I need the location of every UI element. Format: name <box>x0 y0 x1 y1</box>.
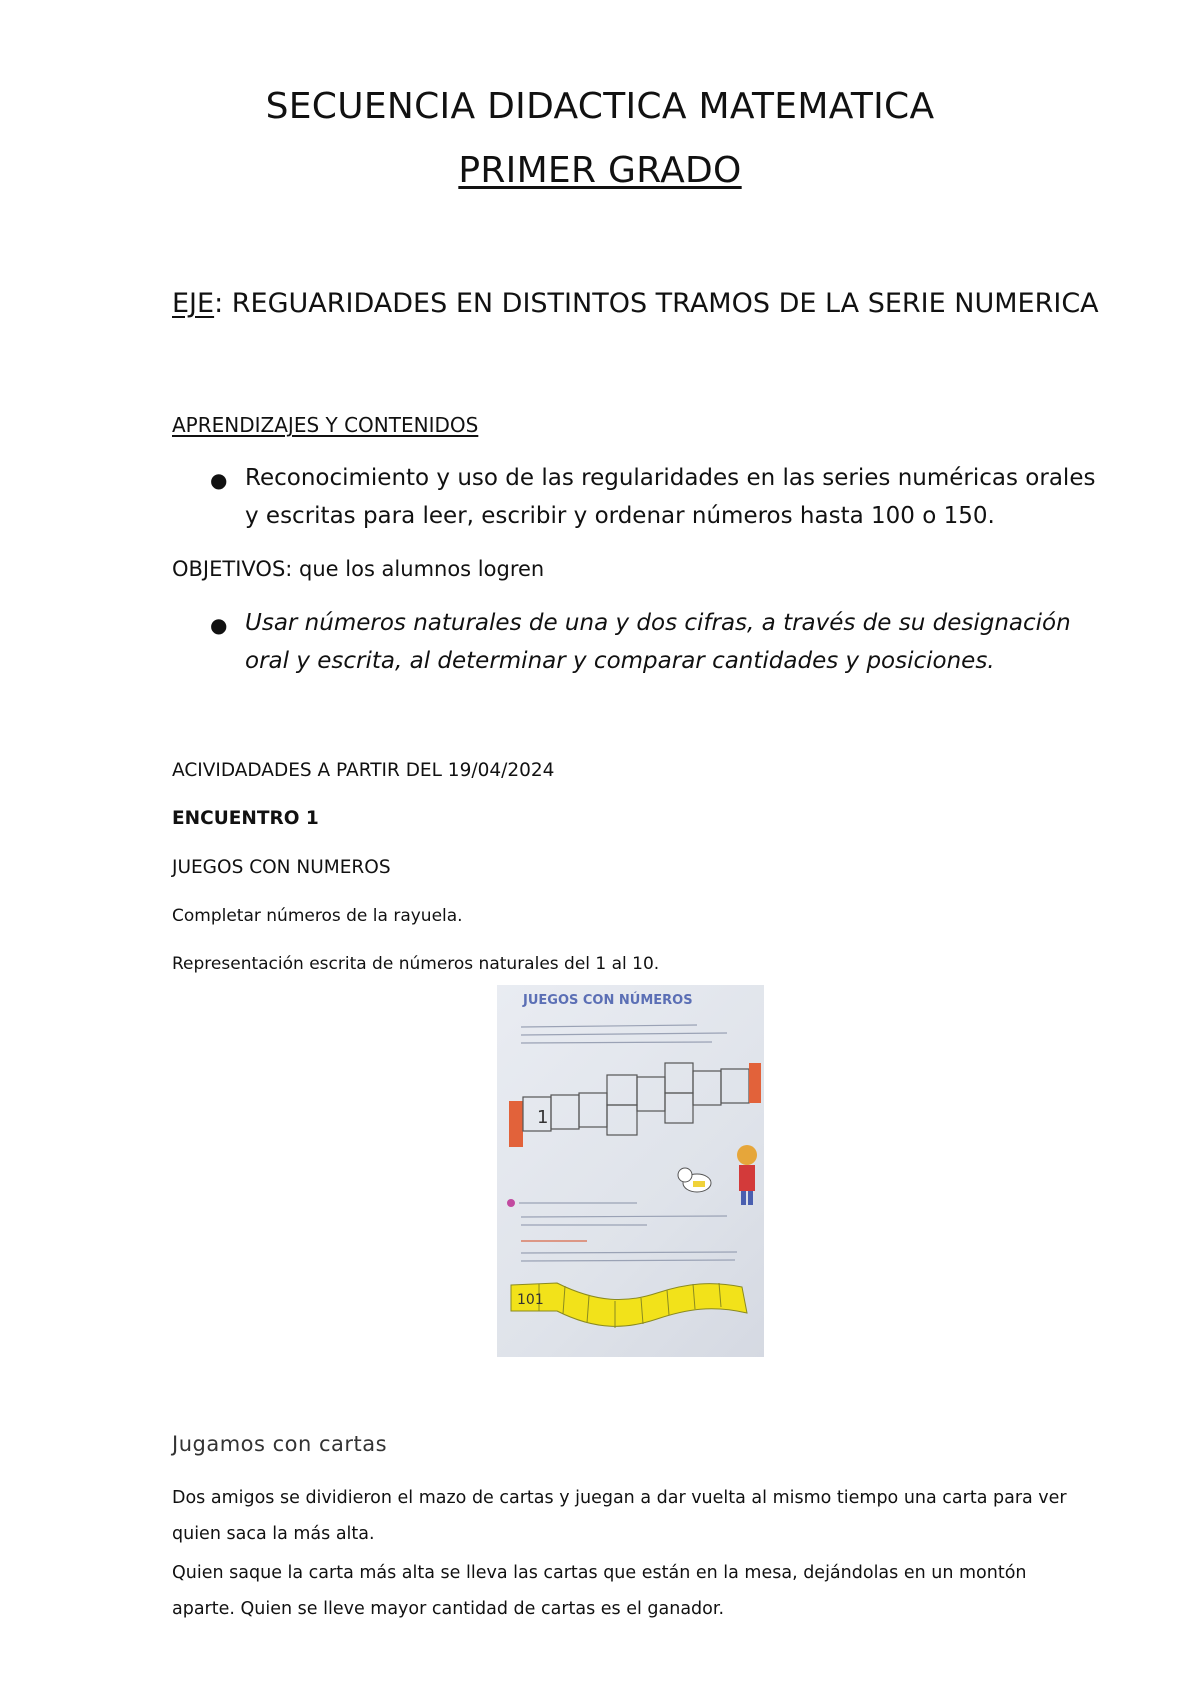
text-line: Completar números de la rayuela. <box>172 906 463 926</box>
cartas-heading: Jugamos con cartas <box>172 1432 388 1456</box>
encuentro-line: ENCUENTRO 1 <box>172 808 319 829</box>
bullet-icon: ● <box>210 613 228 637</box>
eje-line <box>172 288 1099 319</box>
bullet-icon <box>507 1199 515 1207</box>
instruction-text-lines <box>519 1203 737 1261</box>
cartas-paragraph-2: Quien saque la carta más alta se lleva las cartas que están en la mesa, dejándolas en un montón aparte. Quien se lleve mayor cantidad de cartas es el ganador. <box>172 1563 1027 1619</box>
aprendizajes-heading: APRENDIZAJES Y CONTENIDOS <box>172 413 479 437</box>
objetivos-item: Usar números naturales de una y dos cifras, a través de su designación oral y escrita, al determinar y comparar cantidades y posiciones. <box>245 610 1071 674</box>
eje-label: EJE <box>172 288 215 319</box>
aprendizajes-item: Reconocimiento y uso de las regularidades en las series numéricas orales y escritas para leer, escribir y ordenar números hasta 100 o 150. <box>245 465 1096 529</box>
eje-text: : REGUARIDADES EN DISTINTOS TRAMOS DE LA SERIE NUMERICA <box>214 288 1099 319</box>
actividades-line: ACIVIDADADES A PARTIR DEL 19/04/2024 <box>172 760 555 781</box>
workbook-photo <box>497 985 764 1357</box>
workbook-illustration <box>497 985 764 1357</box>
cartoon-characters <box>678 1145 757 1205</box>
start-tab <box>509 1101 523 1147</box>
instruction-text-lines <box>521 1025 727 1043</box>
objetivos-heading: OBJETIVOS: que los alumnos logren <box>172 557 545 581</box>
document-subtitle: PRIMER GRADO <box>458 150 742 191</box>
juegos-line: JUEGOS CON NUMEROS <box>172 857 391 878</box>
cartas-paragraph-1: Dos amigos se dividieron el mazo de cartas y juegan a dar vuelta al mismo tiempo una carta para ver quien saca la más alta. <box>172 1488 1067 1544</box>
snake-first-number: 101 <box>517 1292 544 1308</box>
document-title: SECUENCIA DIDACTICA MATEMATICA <box>265 86 935 127</box>
hopscotch-grid <box>509 1063 761 1147</box>
end-tab <box>749 1063 761 1103</box>
text-line: Representación escrita de números naturales del 1 al 10. <box>172 954 660 974</box>
hopscotch-first-number: 1 <box>537 1107 549 1128</box>
bullet-icon: ● <box>210 468 228 492</box>
number-snake <box>511 1283 747 1326</box>
photo-heading: JUEGOS CON NÚMEROS <box>523 993 693 1008</box>
